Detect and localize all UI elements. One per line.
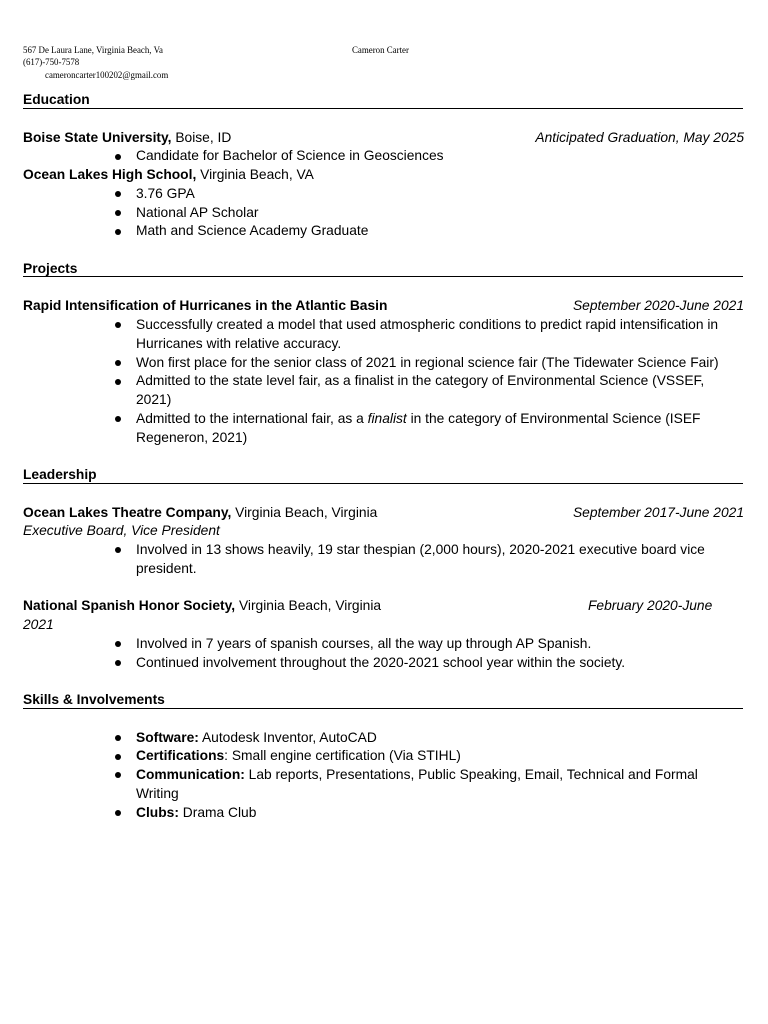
entry-date: September 2020-June 2021 bbox=[572, 298, 744, 314]
skills-heading: Skills & Involvements bbox=[23, 691, 744, 710]
address: 567 De Laura Lane, Virginia Beach, Va bbox=[23, 44, 163, 55]
list-item-text: Won first place for the senior class of 2021 in regional science fair (The Tidewater Science Fair) bbox=[136, 354, 719, 370]
skills-section bbox=[23, 691, 744, 822]
project-title: Rapid Intensification of Hurricanes in the Atlantic Basin bbox=[23, 298, 388, 314]
skill-value: Autodesk Inventor, AutoCAD bbox=[198, 729, 377, 745]
skill-text bbox=[136, 766, 732, 804]
list-item-text: Involved in 13 shows heavily, 19 star thespian (2,000 hours), 2020-2021 executive board vice president. bbox=[136, 542, 705, 576]
list-item bbox=[23, 410, 744, 448]
skill-text bbox=[136, 747, 732, 766]
list-item-text: 3.76 GPA bbox=[136, 185, 195, 201]
bullet-icon bbox=[115, 660, 121, 666]
skill-label: Communication: bbox=[136, 767, 245, 782]
emphasis-text: finalist bbox=[367, 410, 407, 426]
list-item bbox=[23, 204, 744, 223]
entry-date: September 2017-June 2021 bbox=[572, 504, 744, 520]
list-item bbox=[23, 185, 744, 204]
bullet-icon bbox=[115, 416, 121, 422]
entry-date: Anticipated Graduation, May 2025 bbox=[535, 129, 744, 145]
education-section bbox=[23, 91, 744, 241]
leadership-entry bbox=[23, 504, 744, 523]
bullet-icon bbox=[115, 229, 121, 235]
skill-label: Certifications bbox=[136, 748, 225, 764]
bullet-icon bbox=[115, 154, 121, 160]
organization-name: Ocean Lakes Theatre Company, bbox=[23, 504, 232, 520]
institution-name: Boise State University, bbox=[23, 129, 172, 145]
list-item bbox=[23, 147, 744, 166]
bullet-icon bbox=[115, 379, 121, 385]
skill-item bbox=[23, 804, 744, 823]
skill-label: Software: bbox=[136, 729, 199, 745]
bullet-icon bbox=[115, 210, 121, 216]
bullet-icon bbox=[115, 322, 121, 328]
leadership-section bbox=[23, 466, 744, 672]
bullet-icon bbox=[115, 735, 121, 741]
education-entry bbox=[23, 166, 744, 185]
institution-name: Ocean Lakes High School, bbox=[23, 167, 197, 182]
organization-name: National Spanish Honor Society, bbox=[23, 598, 236, 614]
skill-item bbox=[23, 747, 744, 766]
list-item-text: National AP Scholar bbox=[136, 204, 259, 220]
list-item bbox=[23, 354, 744, 373]
list-item bbox=[23, 635, 744, 654]
list-item-text: Math and Science Academy Graduate bbox=[136, 223, 369, 239]
bullet-icon bbox=[115, 191, 121, 197]
leadership-heading: Leadership bbox=[23, 466, 744, 485]
institution-location: Boise, ID bbox=[175, 129, 232, 145]
skill-value: Lab reports, Presentations, Public Speaking, Email, Technical and Formal Writing bbox=[136, 767, 698, 801]
list-item bbox=[23, 222, 744, 241]
skill-item bbox=[23, 729, 744, 748]
list-item bbox=[23, 316, 744, 354]
list-item bbox=[23, 541, 744, 579]
bullet-icon bbox=[115, 772, 121, 778]
bullet-icon bbox=[115, 547, 121, 553]
skill-item bbox=[23, 766, 744, 804]
role-title: Executive Board, Vice President bbox=[23, 523, 220, 539]
bullet-icon bbox=[115, 360, 121, 366]
list-item-text bbox=[136, 410, 732, 448]
entry-date: February 2020-June bbox=[588, 598, 713, 614]
list-item bbox=[23, 654, 744, 673]
text-run: Admitted to the international fair, as a bbox=[136, 410, 364, 426]
list-item bbox=[23, 372, 744, 410]
resume-body bbox=[23, 91, 744, 822]
skill-value: Drama Club bbox=[178, 804, 257, 820]
text-run: in the category of Environmental Science (ISEF Regeneron, 2021) bbox=[136, 410, 701, 445]
skill-label: Clubs: bbox=[136, 804, 179, 820]
organization-location: Virginia Beach, Virginia bbox=[235, 504, 378, 520]
skill-value: : Small engine certification (Via STIHL) bbox=[224, 748, 461, 764]
candidate-name: Cameron Carter bbox=[352, 44, 409, 55]
phone-number: (617)-750-7578 bbox=[23, 56, 80, 67]
projects-heading: Projects bbox=[23, 260, 744, 279]
list-item-text: Admitted to the state level fair, as a finalist in the category of Environmental Science (VSSEF, 2021) bbox=[136, 373, 705, 407]
organization-location: Virginia Beach, Virginia bbox=[238, 598, 382, 614]
bullet-icon bbox=[115, 754, 121, 760]
list-item-text: Continued involvement throughout the 2020-2021 school year within the society. bbox=[136, 654, 626, 670]
list-item-text: Candidate for Bachelor of Science in Geosciences bbox=[136, 148, 444, 164]
list-item-text: Successfully created a model that used atmospheric conditions to predict rapid intensification in Hurricanes with relative accuracy. bbox=[136, 317, 719, 351]
entry-date-continued: 2021 bbox=[23, 617, 54, 632]
email-address: cameroncarter100202@gmail.com bbox=[45, 69, 169, 80]
bullet-icon bbox=[115, 810, 121, 816]
institution-location: Virginia Beach, VA bbox=[200, 167, 314, 182]
list-item-text: Involved in 7 years of spanish courses, all the way up through AP Spanish. bbox=[136, 635, 592, 651]
project-entry bbox=[23, 297, 744, 316]
skill-text bbox=[136, 804, 732, 823]
leadership-entry bbox=[23, 597, 744, 616]
education-entry bbox=[23, 129, 744, 148]
bullet-icon bbox=[115, 641, 121, 647]
skill-text bbox=[136, 729, 732, 748]
projects-section bbox=[23, 260, 744, 448]
education-heading: Education bbox=[23, 91, 744, 110]
